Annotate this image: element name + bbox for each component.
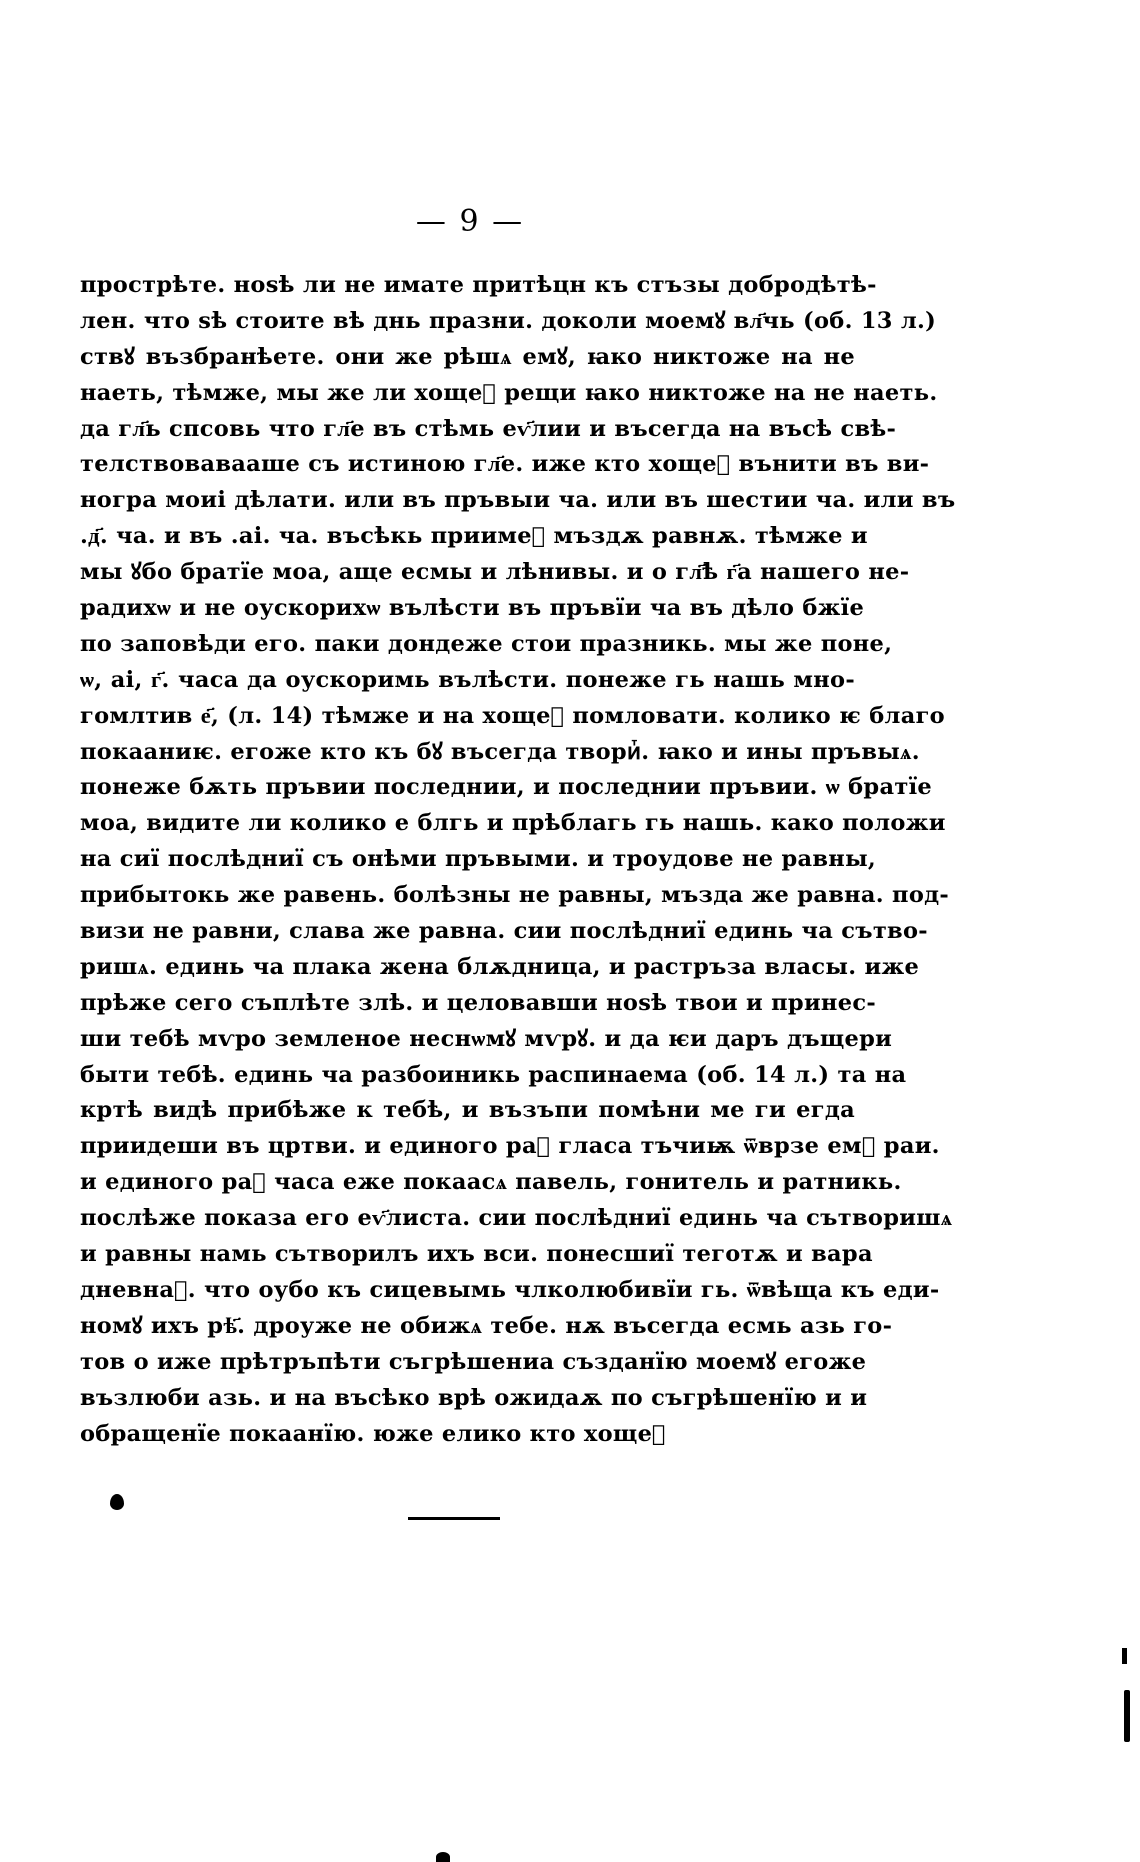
text-line: ши тебѣ мѵро земленое неснѡмꙋ мѵрꙋ. и да ѥи даръ дъщери — [80, 1025, 893, 1052]
text-line: телствовавааше съ истиною гл҃е. иже кто хощеⷮ вънити въ ви- — [80, 451, 930, 478]
text-line: дневнаⷶ. что оубо къ сицевымь члколюбивїи гь. ѿвѣща къ еди- — [80, 1276, 940, 1303]
text-line: ствꙋ възбранѣете. они же рѣшѧ емꙋ, ꙗко никтоже на не — [80, 343, 855, 370]
text-line: и единого раⷥ часа еже покаасѧ павель, гонитель и ратникь. — [80, 1169, 902, 1196]
text-line: кртѣ видѣ прибѣже к тебѣ, и възъпи помѣни ме ги егда — [80, 1097, 855, 1124]
text-line: быти тебѣ. единь ча разбоиникь распинаема (об. 14 л.) та на — [80, 1061, 907, 1088]
page-number: — 9 — — [415, 204, 525, 239]
text-line: обращенїе покаанїю. юже елико кто хощеⷮ — [80, 1420, 666, 1447]
text-line: номꙋ ихъ рѣ҃. дроуже не обижѧ тебе. нѫ въсегда есмь азь го- — [80, 1312, 893, 1339]
text-line: гомлтив е҃, (л. 14) тѣмже и на хощеⷮ помловати. колико ѥ благо — [80, 702, 945, 729]
text-line: лен. что ѕѣ стоите вѣ днь празни. доколи моемꙋ вл҃чь (об. 13 л.) — [80, 307, 937, 334]
text-line: приидеши въ цртви. и единого раⷥ гласа тъчиѭ ѿврзе емꙋ раи. — [80, 1133, 940, 1160]
text-line: и равны намь сътворилъ ихъ вси. понесшиї теготѫ и вара — [80, 1241, 873, 1268]
edge-ink-mark — [1124, 1690, 1130, 1742]
text-line: .д҃. ча. и въ .аі. ча. въсѣкь приимеⷮ мъздѫ равнѫ. тѣмже и — [80, 523, 868, 550]
text-line: понеже бѫть пръвии последнии, и последнии пръвии. ѡ братїе — [80, 774, 933, 801]
text-line: ѡ, аі, г҃. часа да оускоримь вълѣсти. понеже гь нашь мно- — [80, 666, 855, 693]
text-line: визи не равни, слава же равна. сии послѣдниї единь ча сътво- — [80, 918, 928, 945]
end-of-text-rule — [408, 1517, 500, 1520]
text-line: да гл҃ь спсовь что гл҃е въ стѣмь еѵ҃лии и въсегда на въсѣ свѣ- — [80, 415, 897, 442]
text-line: на сиї послѣдниї съ онѣми пръвыми. и троудове не равны, — [80, 846, 877, 873]
text-line: покааниѥ. егоже кто къ бꙋ въсегда твориⷮ. ꙗко и ины пръвыѧ. — [80, 738, 920, 765]
text-line: възлюби азь. и на въсѣко врѣ ожидаѫ по съгрѣшенїю и и — [80, 1384, 868, 1411]
text-line: радихѡ и не оускорихѡ вълѣсти въ пръвїи ча въ дѣло бжїе — [80, 595, 865, 622]
text-line: моа, видите ли колико е блгь и прѣблагь гь нашь. како положи — [80, 810, 946, 837]
edge-ink-mark — [1122, 1648, 1127, 1664]
text-line: ногра моиі дѣлати. или въ пръвыи ча. или въ шестии ча. или въ — [80, 487, 956, 514]
text-line: ришѧ. единь ча плака жена блѫдница, и растръза власы. иже — [80, 953, 920, 980]
body-text — [80, 268, 956, 1452]
text-line: по заповѣди его. паки дондеже стои празникь. мы же поне, — [80, 630, 893, 657]
bottom-ink-blot — [436, 1852, 450, 1862]
text-line: мы ꙋбо братїе моа, аще есмы и лѣнивы. и о гл҃ѣ г҃а нашего не- — [80, 559, 910, 586]
text-line: тов о иже прѣтръпѣти съгрѣшениа създанїю моемꙋ егоже — [80, 1348, 867, 1375]
ink-dot-mark — [110, 1494, 124, 1510]
text-line: наеть, тѣмже, мы же ли хощеⷨ рещи ꙗко никтоже на не наеть. — [80, 379, 938, 406]
text-line: прибытокь же равень. болѣзны не равны, мъзда же равна. под- — [80, 882, 950, 909]
text-line: послѣже показа его еѵ҃листа. сии послѣдниї единь ча сътворишѧ — [80, 1205, 953, 1232]
text-line: прострѣте. ноѕѣ ли не имате притѣцн къ стъзы добродѣтѣ- — [80, 272, 877, 298]
text-line: прѣже сего съплѣте злѣ. и целовавши ноѕѣ твои и принес- — [80, 989, 876, 1016]
